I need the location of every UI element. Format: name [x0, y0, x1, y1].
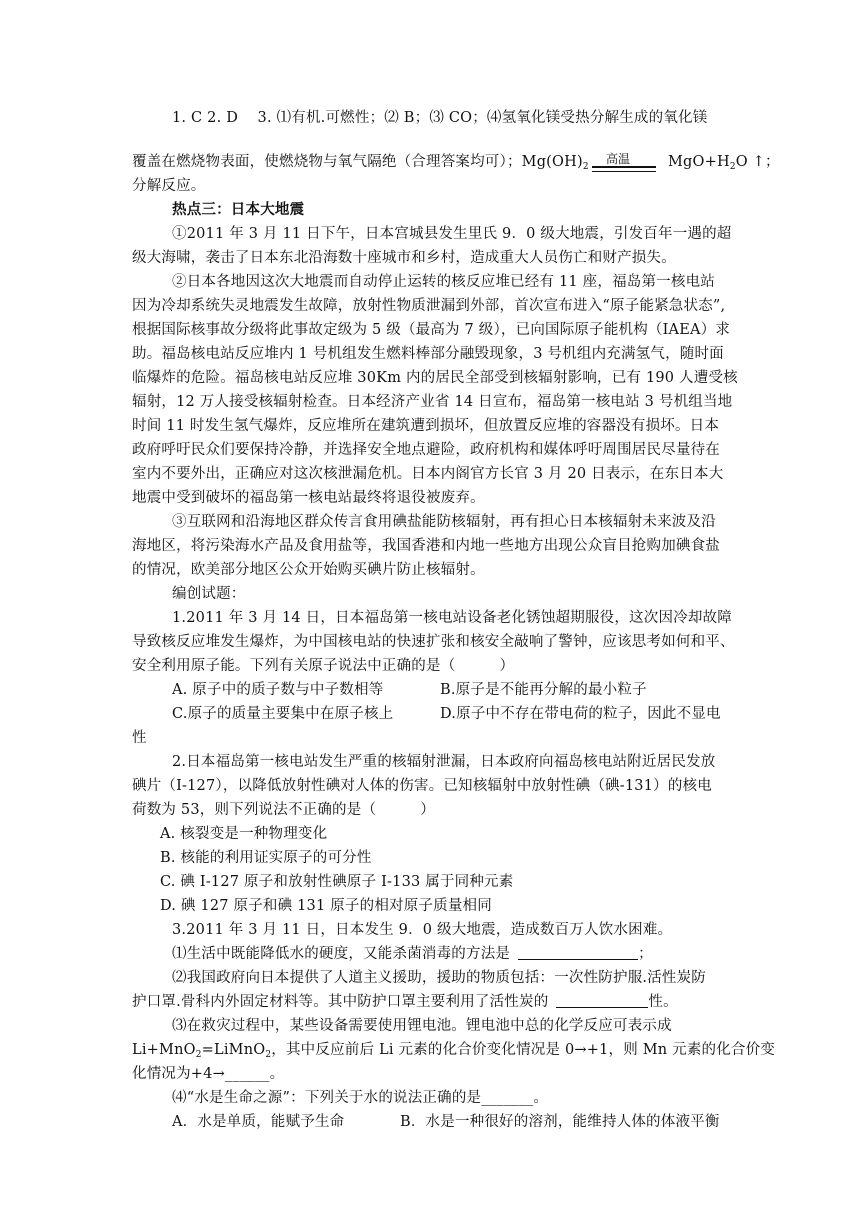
answer-text-a: 覆盖在燃烧物表面，使燃烧物与氧气隔绝（合理答案均可）；Mg(OH): [132, 154, 583, 170]
p3-line: 海地区，将污染海水产品及食用盐等，我国香港和内地一些地方出现公众盲目抢购加碘食盐: [132, 538, 720, 554]
formula-sub: 2: [195, 1050, 202, 1060]
reaction-condition: 高温: [606, 152, 631, 166]
q3-part-4: ⑷“水是生命之源”：下列关于水的说法正确的是_______。: [172, 1090, 549, 1106]
p2-line: 根据国际核事故分级将此事故定级为 5 级（最高为 7 级），已向国际原子能机构（IAEA）求: [132, 322, 731, 338]
q1-line: 导致核反应堆发生爆炸，为中国核电站的快速扩张和核安全敲响了警钟，应该思考如何和平、: [132, 634, 735, 650]
p2-line: 因为冷却系统失灵地震发生故障，放射性物质泄漏到外部，首次宣布进入“原子能紧急状态”,: [132, 298, 726, 314]
q2-option: B. 核能的利用证实原子的可分性: [160, 850, 372, 866]
product-subscript: 2: [729, 162, 736, 172]
q3-part-3: ⑶在救灾过程中，某些设备需要使用锂电池。锂电池中总的化学反应可表示成: [172, 1018, 672, 1034]
q1-line: 安全利用原子能。下列有关原子说法中正确的是（ ）: [132, 658, 515, 674]
formula-sub: 2: [265, 1050, 272, 1060]
p2-line: 辐射，12 万人接受核辐射检查。日本经济产业省 14 日宣布，福岛第一核电站 3 号机组当地: [132, 394, 733, 410]
q3-part-1: [172, 944, 653, 964]
q1-option-a: A. 原子中的质子数与中子数相等: [172, 682, 384, 698]
q2-line: 2.日本福岛第一核电站发生严重的核辐射泄漏，日本政府向福岛核电站附近居民发放: [172, 754, 716, 770]
p1-line: 级大海啸，袭击了日本东北沿海数十座城市和乡村，造成重大人员伤亡和财产损失。: [132, 250, 676, 266]
answer-line-3: 分解反应。: [132, 178, 206, 194]
answer-line-1: 1. C 2. D 3. ⑴有机.可燃性；⑵ B；⑶ CO；⑷氢氧化镁受热分解生成的氧化镁: [172, 110, 708, 126]
answer-line-2: [132, 152, 589, 177]
section-title: 热点三：日本大地震: [172, 202, 305, 218]
p2-line: ②日本各地因这次大地震而自动停止运转的核反应堆已经有 11 座，福岛第一核电站: [172, 274, 715, 290]
p2-line: 临爆炸的危险。福岛核电站反应堆 30Km 内的居民全部受到核辐射影响，已有 190 人遭受核: [132, 370, 738, 386]
q1-option-b: B.原子是不能再分解的最小粒子: [440, 682, 647, 698]
reaction-arrow: [592, 166, 656, 168]
q1-option-c: C.原子的质量主要集中在原子核上: [172, 706, 394, 722]
exercises-heading: 编创试题：: [172, 586, 246, 602]
q3-intro: 3.2011 年 3 月 11 日，日本发生 9．0 级大地震，造成数百万人饮水困难。: [172, 922, 673, 938]
p3-line: 的情况，欧美部分地区公众开始购买碘片防止核辐射。: [132, 562, 485, 578]
answer-product: [668, 152, 780, 177]
p1-line: ①2011 年 3 月 11 日下午，日本宫城县发生里氏 9．0 级大地震，引发百年一遇的超: [172, 226, 732, 242]
q1-option-d: D.原子中不存在带电荷的粒子，因此不显电: [440, 706, 721, 722]
q2-option: A. 核裂变是一种物理变化: [160, 826, 328, 842]
p2-line: 政府呼吁民众们要保持冷静，并选择安全地点避险，政府机构和媒体呼吁周围居民尽量待在: [132, 442, 720, 458]
q3-part-1-text: ⑴生活中既能降低水的硬度，又能杀菌消毒的方法是: [172, 946, 511, 962]
q3-4-option-b: B．水是一种很好的溶剂，能维持人体的体液平衡: [400, 1114, 720, 1130]
q2-option: D. 碘 127 原子和碘 131 原子的相对原子质量相同: [160, 898, 492, 914]
formula-a: Li+MnO: [132, 1042, 196, 1058]
answer-blank[interactable]: [518, 945, 638, 960]
p2-line: 室内不要外出，正确应对这次核泄漏危机。日本内阁官方长官 3 月 20 日表示，在东日本大: [132, 466, 724, 482]
subscript: 2: [582, 162, 589, 172]
q3-part-1-end: ；: [638, 946, 653, 962]
q1-line: 1.2011 年 3 月 14 日，日本福岛第一核电站设备老化锈蚀超期服役，这次因冷却故障: [172, 610, 732, 626]
q3-part-3-formula: [132, 1040, 775, 1065]
q3-part-3-cont: 化情况为+4→______。: [132, 1066, 285, 1082]
formula-b: =LiMnO: [201, 1042, 266, 1058]
q3-part-2-text: 护口罩.骨科内外固定材料等。其中防护口罩主要利用了活性炭的: [132, 994, 549, 1010]
p2-line: 助。福岛核电站反应堆内 1 号机组发生燃料棒部分融毁现象，3 号机组内充满氢气，随时面: [132, 346, 724, 362]
q3-part-2: ⑵我国政府向日本提供了人道主义援助，援助的物质包括：一次性防护服.活性炭防: [172, 970, 707, 986]
answer-blank[interactable]: [556, 993, 648, 1008]
product-text: MgO+H: [668, 154, 730, 170]
q3-4-option-a: A．水是单质，能赋予生命: [172, 1114, 345, 1130]
p3-line: ③互联网和沿海地区群众传言食用碘盐能防核辐射，再有担心日本核辐射未来波及沿: [172, 514, 716, 530]
q2-line: 荷数为 53，则下列说法不正确的是（ ）: [132, 802, 435, 818]
formula-c: ，其中反应前后 Li 元素的化合价变化情况是 0→+1，则 Mn 元素的化合价变: [271, 1042, 776, 1058]
q1-option-d-cont: 性: [132, 730, 147, 746]
q2-option: C. 碘 I-127 原子和放射性碘原子 I-133 属于同种元素: [160, 874, 514, 890]
q3-part-2-cont: [132, 992, 678, 1012]
q2-line: 碘片（I-127），以降低放射性碘对人体的伤害。已知核辐射中放射性碘（碘-131）的核电: [132, 778, 712, 794]
p2-line: 地震中受到破坏的福岛第一核电站最终将退役被废弃。: [132, 490, 485, 506]
product-text-end: O ↑；: [735, 154, 780, 170]
reaction-arrow-line: [592, 171, 656, 172]
q3-part-2-end: 性。: [648, 994, 678, 1010]
p2-line: 时间 11 时发生氢气爆炸，反应堆所在建筑遭到损坏，但放置反应堆的容器没有损坏。日本: [132, 418, 720, 434]
